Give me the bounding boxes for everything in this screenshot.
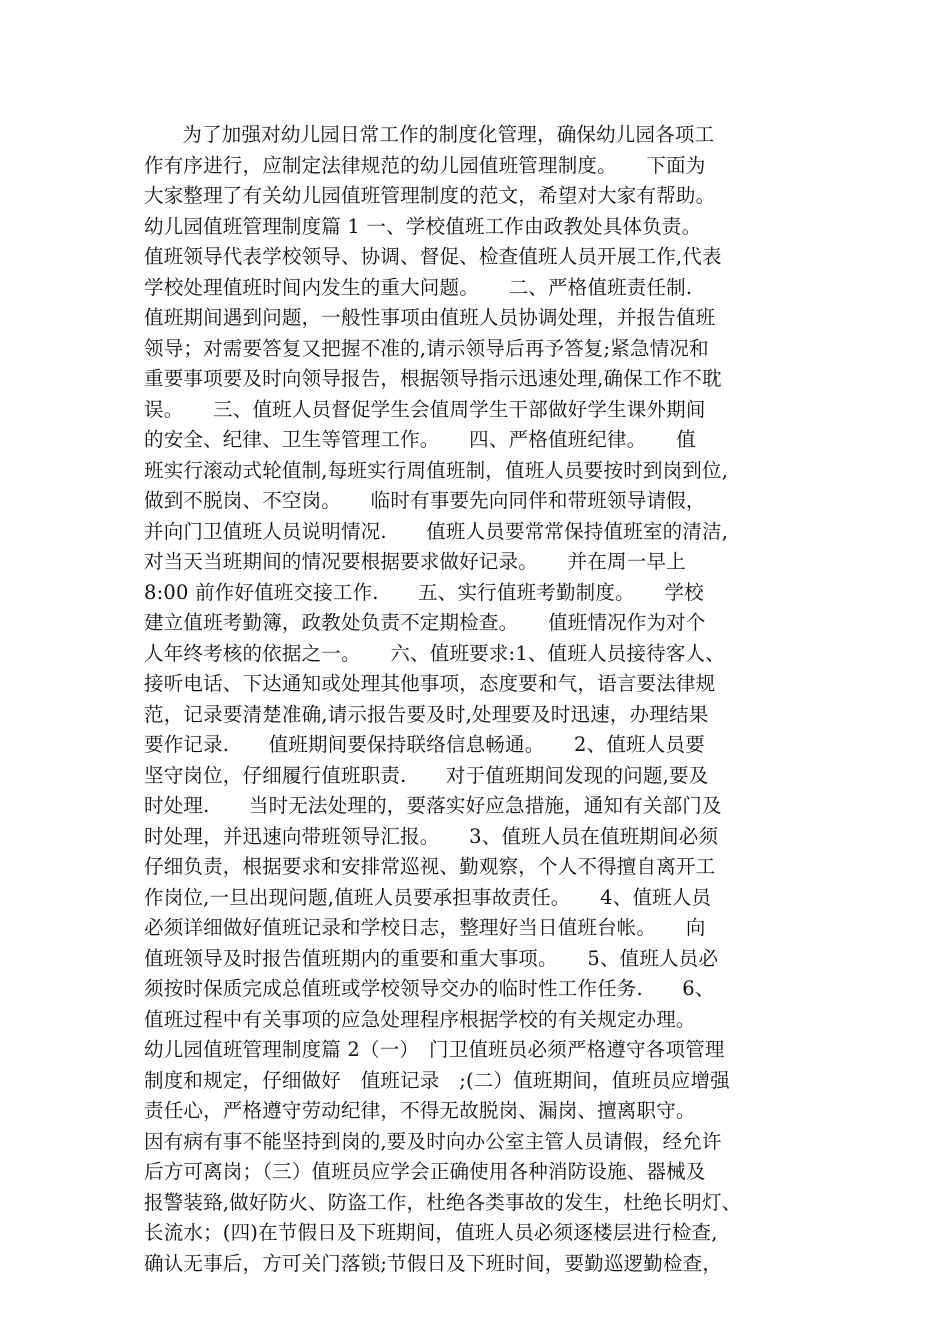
text-line: 须按时保质完成总值班或学校领导交办的临时性工作任务. 6、 xyxy=(144,977,715,1000)
text-line: 对当天当班期间的情况要根据要求做好记录。 并在周一早上 xyxy=(144,550,686,573)
text-line: 报警装臵,做好防火、防盗工作，杜绝各类事故的发生，杜绝长明灯、 xyxy=(144,1190,742,1214)
text-line: 时处理，并迅速向带班领导汇报。 3、值班人员在值班期间必须 xyxy=(144,824,719,848)
text-line: 建立值班考勤簿，政教处负责不定期检查。 值班情况作为对个 xyxy=(144,611,706,634)
text-line: 坚守岗位，仔细履行值班职责. 对于值班期间发现的问题,要及 xyxy=(144,763,709,787)
text-line: 作岗位,一旦出现问题,值班人员要承担事故责任。 4、值班人员 xyxy=(144,885,712,909)
text-line: 大家整理了有关幼儿园值班管理制度的范文，希望对大家有帮助。 xyxy=(144,184,716,207)
text-line: 值班领导代表学校领导、协调、督促、检查值班人员开展工作,代表 xyxy=(144,245,722,268)
text-line: 领导；对需要答复又把握不准的,请示领导后再予答复;紧急情况和 xyxy=(144,336,709,360)
text-line: 值班领导及时报告值班期内的重要和重大事项。 5、值班人员必 xyxy=(144,946,719,970)
text-line: 必须详细做好值班记录和学校日志，整理好当日值班台帐。 向 xyxy=(144,916,706,939)
text-line: 时处理. 当时无法处理的，要落实好应急措施，通知有关部门及 xyxy=(144,794,722,817)
text-line: 因有病有事不能坚持到岗的,要及时向办公室主管人员请假，经允许 xyxy=(144,1129,722,1153)
text-line: 仔细负责，根据要求和安排常巡视、勤观察，个人不得擅自离开工 xyxy=(144,855,716,878)
document-body xyxy=(144,120,834,1279)
text-line: 责任心，严格遵守劳动纪律，不得无故脱岗、漏岗、擅离职守。 xyxy=(144,1099,696,1122)
text-line: 后方可离岗；（三）值班员应学会正确使用各种消防设施、器械及 xyxy=(144,1160,706,1183)
text-line: 要作记录. 值班期间要保持联络信息畅通。 2、值班人员要 xyxy=(144,733,705,756)
text-line: 误。 三、值班人员督促学生会值周学生干部做好学生课外期间 xyxy=(144,397,706,421)
text-line: 重要事项要及时向领导报告，根据领导指示迅速处理,确保工作不耽 xyxy=(144,367,722,390)
text-line: 学校处理值班时间内发生的重大问题。 二、严格值班责任制. xyxy=(144,275,693,299)
text-line: 做到不脱岗、不空岗。 临时有事要先向同伴和带班领导请假， xyxy=(144,489,706,512)
text-line: 范，记录要清楚准确,请示报告要及时,处理要及时迅速，办理结果 xyxy=(144,702,709,726)
text-line: 接听电话、下达通知或处理其他事项，态度要和气，语言要法律规 xyxy=(144,672,716,695)
text-line: 8:00 前作好值班交接工作. 五、实行值班考勤制度。 学校 xyxy=(144,580,704,604)
text-line: 人年终考核的依据之一。 六、值班要求:1、值班人员接待客人、 xyxy=(144,641,725,665)
text-line: 值班期间遇到问题，一般性事项由值班人员协调处理，并报告值班 xyxy=(144,306,716,329)
text-line: 长流水；(四)在节假日及下班期间，值班人员必须逐楼层进行检查, xyxy=(144,1221,718,1244)
text-line: 并向门卫值班人员说明情况. 值班人员要常常保持值班室的清洁, xyxy=(144,519,729,543)
text-line: 班实行滚动式轮值制,每班实行周值班制，值班人员要按时到岗到位, xyxy=(144,458,729,482)
text-line: 作有序进行，应制定法律规范的幼儿园值班管理制度。 下面为 xyxy=(144,153,706,177)
text-line: 幼儿园值班管理制度篇 2（一） 门卫值班员必须严格遵守各项管理 xyxy=(144,1038,725,1061)
text-line: 制度和规定，仔细做好 值班记录 ;(二）值班期间，值班员应增强 xyxy=(144,1068,730,1092)
text-line: 幼儿园值班管理制度篇 1 一、学校值班工作由政教处具体负责。 xyxy=(144,214,702,238)
text-line: 值班过程中有关事项的应急处理程序根据学校的有关规定办理。 xyxy=(144,1007,696,1031)
text-line: 为了加强对幼儿园日常工作的制度化管理，确保幼儿园各项工 xyxy=(144,123,715,146)
text-line: 的安全、纪律、卫生等管理工作。 四、严格值班纪律。 值 xyxy=(144,428,696,451)
text-line: 确认无事后，方可关门落锁;节假日及下班时间，要勤巡逻勤检查， xyxy=(144,1251,723,1275)
